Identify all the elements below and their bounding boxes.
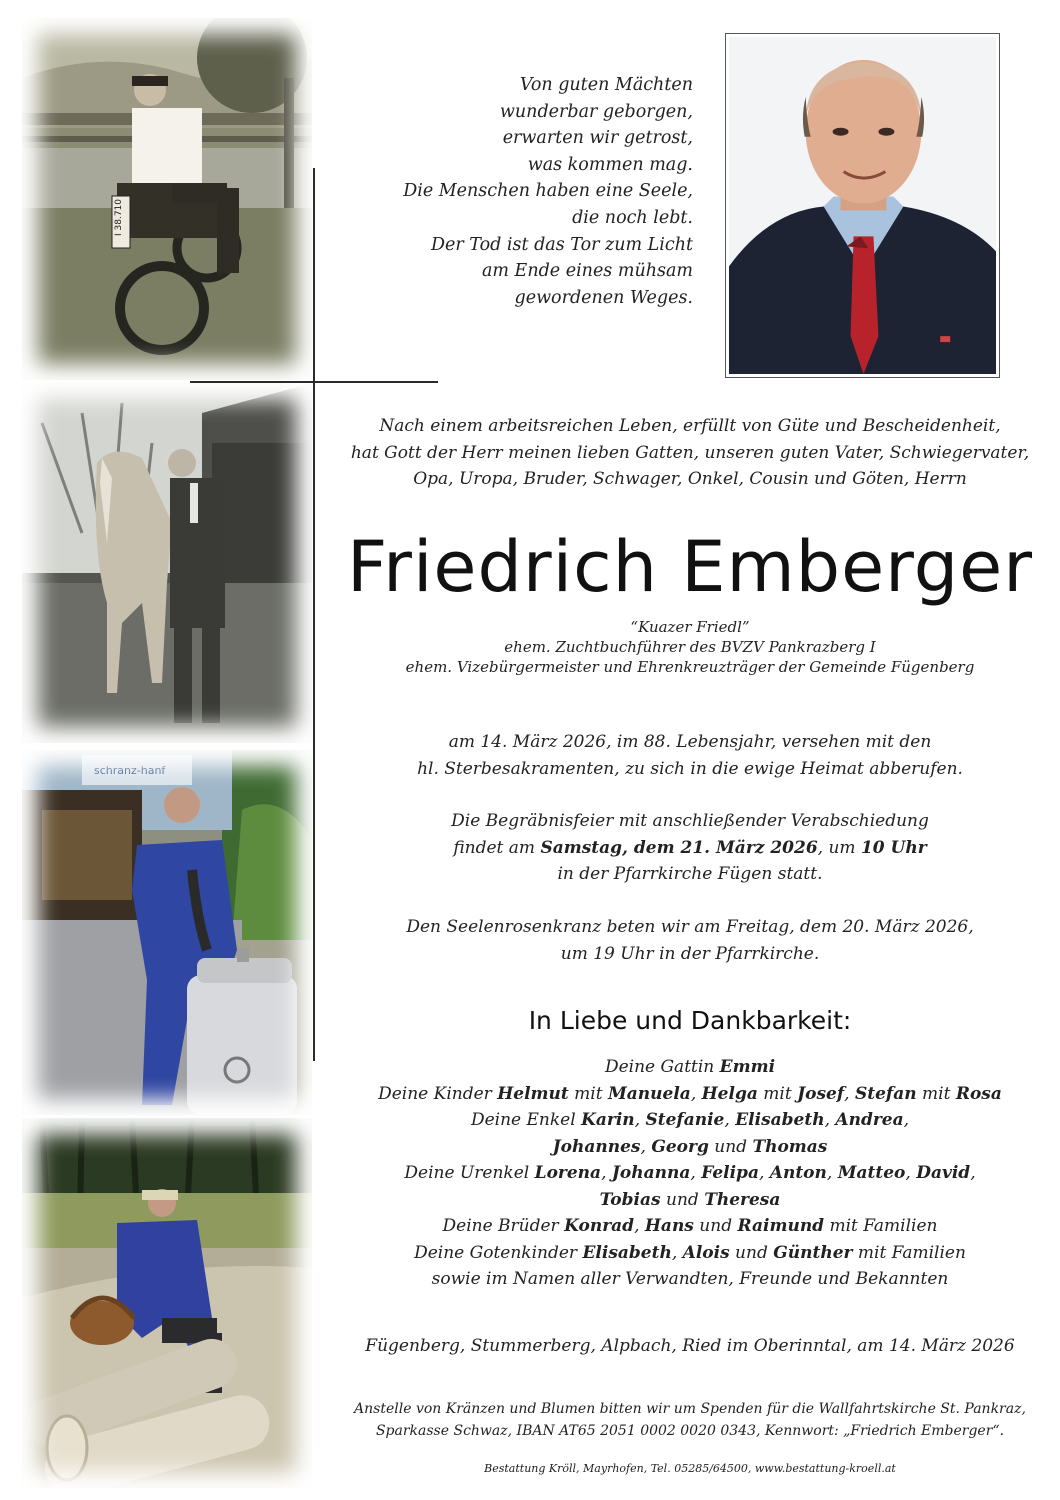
family-text: Deine Enkel [470,1110,582,1130]
donation-note [345,1398,1035,1442]
poem-line: Die Menschen haben eine Seele, [403,181,693,202]
poem-line: Von guten Mächten [519,75,693,95]
cross-horizontal [190,381,438,383]
family-text: mit Familien [824,1216,938,1236]
poem-line: die noch lebt. [572,207,693,228]
family-text: , [903,1110,910,1130]
rosary-line: um 19 Uhr in der Pfarrkirche. [560,943,820,964]
family-member: Elisabeth [735,1110,825,1130]
family-text: mit [916,1083,956,1104]
poem-line: was kommen mag. [527,154,693,175]
intro-line: Opa, Uropa, Bruder, Schwager, Onkel, Cousin und Göten, Herrn [413,469,967,489]
photo-horse [22,383,312,743]
funeral-line [345,835,1035,862]
family-text: Deine Brüder [442,1216,565,1236]
family-text: und [693,1216,738,1236]
family-member: Johannes [552,1136,641,1157]
rosary-info [345,914,1035,967]
deceased-name: Friedrich Emberger [347,526,1033,608]
funeral-time: 10 Uhr [860,837,927,858]
family-line [345,1081,1035,1108]
family-member: Georg [651,1136,709,1157]
funeral-text: findet am [453,837,541,858]
family-member: Andrea [835,1110,904,1130]
family-text: Deine Urenkel [404,1163,535,1183]
family-member: Hans [644,1216,694,1236]
intro-line: hat Gott der Herr meinen lieben Gatten, unseren guten Vater, Schwiegervater, [350,442,1030,463]
family-member: Alois [682,1242,730,1263]
family-line [345,1160,1035,1187]
photo-logs [22,1118,312,1488]
family-member: Rosa [955,1083,1002,1104]
family-member: Lorena [534,1163,602,1183]
family-member: Günther [773,1242,853,1263]
family-line: sowie im Namen aller Verwandten, Freunde und Bekannten [431,1269,949,1289]
family-line [345,1187,1035,1214]
family-text: , [970,1163,976,1183]
family-text: mit [757,1083,798,1104]
family-text: , [634,1216,645,1236]
plate-text: I 38.710 [114,198,124,236]
poem-line: Der Tod ist das Tor zum Licht [430,234,693,255]
family-member: Elisabeth [582,1242,672,1263]
family-member: Matteo [837,1163,906,1183]
family-line [345,1107,1035,1134]
photo-motorcycle [22,18,312,380]
poem [360,72,693,311]
family-member: Raimund [737,1216,825,1236]
family-text: Deine Kinder [378,1083,498,1104]
family-text: Deine Gattin [604,1057,720,1077]
funeral-line: in der Pfarrkirche Fügen statt. [557,864,823,884]
family-text: , [724,1110,736,1130]
family-text: , [826,1163,838,1183]
family-member: Manuela [607,1083,691,1104]
family-member: Konrad [564,1216,635,1236]
funeral-date: Samstag, dem 21. März 2026 [540,837,818,858]
family-text: , [824,1110,836,1130]
funeral-line: Die Begräbnisfeier mit anschließender Verabschiedung [451,811,929,831]
family-text: , [758,1163,770,1183]
family-member: Johanna [611,1163,691,1183]
title-line: ehem. Vizebürgermeister und Ehrenkreuzträger der Gemeinde Fügenberg [405,658,975,676]
family-line [345,1134,1035,1161]
family-text: , [671,1242,683,1263]
family-member: Tobias [599,1189,661,1210]
place-date: Fügenberg, Stummerberg, Alpbach, Ried im Oberinntal, am 14. März 2026 [365,1336,1015,1356]
poem-line: gewordenen Weges. [514,287,693,308]
intro-line: Nach einem arbeitsreichen Leben, erfüllt von Güte und Bescheidenheit, [379,416,1001,436]
cross-vertical [313,168,315,1061]
family-member: Stefan [854,1083,917,1104]
family-member: Helmut [497,1083,569,1104]
rosary-line: Den Seelenrosenkranz beten wir am Freitag, dem 20. März 2026, [406,917,974,937]
family-text: , [601,1163,612,1183]
thanks-heading: In Liebe und Dankbarkeit: [528,1006,852,1035]
funeral-home-footer: Bestattung Kröll, Mayrhofen, Tel. 05285/64500, www.bestattung-kroell.at [484,1462,896,1475]
nickname: “Kuazer Friedl” [630,618,750,636]
family-text: und [729,1242,774,1263]
funeral-text: , um [817,837,861,858]
poem-line: am Ende eines mühsam [481,261,693,282]
titles [345,617,1035,677]
family-member: Stefanie [645,1110,725,1130]
death-notice [345,729,1035,782]
family-text: , [844,1083,855,1104]
donation-line: Sparkasse Schwaz, IBAN AT65 2051 0002 0020 0343, Kennwort: „Friedrich Emberger“. [375,1423,1005,1439]
poem-line: erwarten wir getrost, [502,128,693,149]
death-line: am 14. März 2026, im 88. Lebensjahr, versehen mit den [448,732,932,752]
family-member: Thomas [752,1136,828,1157]
family-list [345,1054,1035,1293]
family-text: , [690,1163,702,1183]
family-text: , [634,1110,646,1130]
family-line [345,1213,1035,1240]
portrait-photo [725,33,1000,378]
family-text: , [690,1083,702,1104]
family-text: und [660,1189,705,1210]
truck-text: schranz-hanf [94,764,166,777]
family-text: Deine Gotenkinder [414,1242,583,1263]
family-member: Emmi [719,1057,776,1077]
family-member: David [916,1163,971,1183]
family-member: Helga [701,1083,758,1104]
family-text: und [708,1136,753,1157]
death-line: hl. Sterbesakramenten, zu sich in die ewige Heimat abberufen. [417,758,963,779]
intro-text [345,413,1035,493]
donation-line: Anstelle von Kränzen und Blumen bitten wir um Spenden für die Wallfahrtskirche St. Pankraz, [354,1401,1026,1417]
family-text: mit [568,1083,608,1104]
family-member: Theresa [704,1189,781,1210]
family-member: Anton [769,1163,827,1183]
family-line [345,1054,1035,1081]
family-text: , [640,1136,652,1157]
family-member: Josef [797,1083,845,1104]
family-text: mit Familien [852,1242,966,1263]
title-line: ehem. Zuchtbuchführer des BVZV Pankrazberg I [504,638,876,656]
family-member: Karin [581,1110,635,1130]
family-member: Felipa [701,1163,759,1183]
family-text: , [905,1163,917,1183]
funeral-info [345,808,1035,888]
poem-line: wunderbar geborgen, [499,101,693,122]
family-line [345,1240,1035,1267]
photo-milk-truck [22,750,312,1115]
